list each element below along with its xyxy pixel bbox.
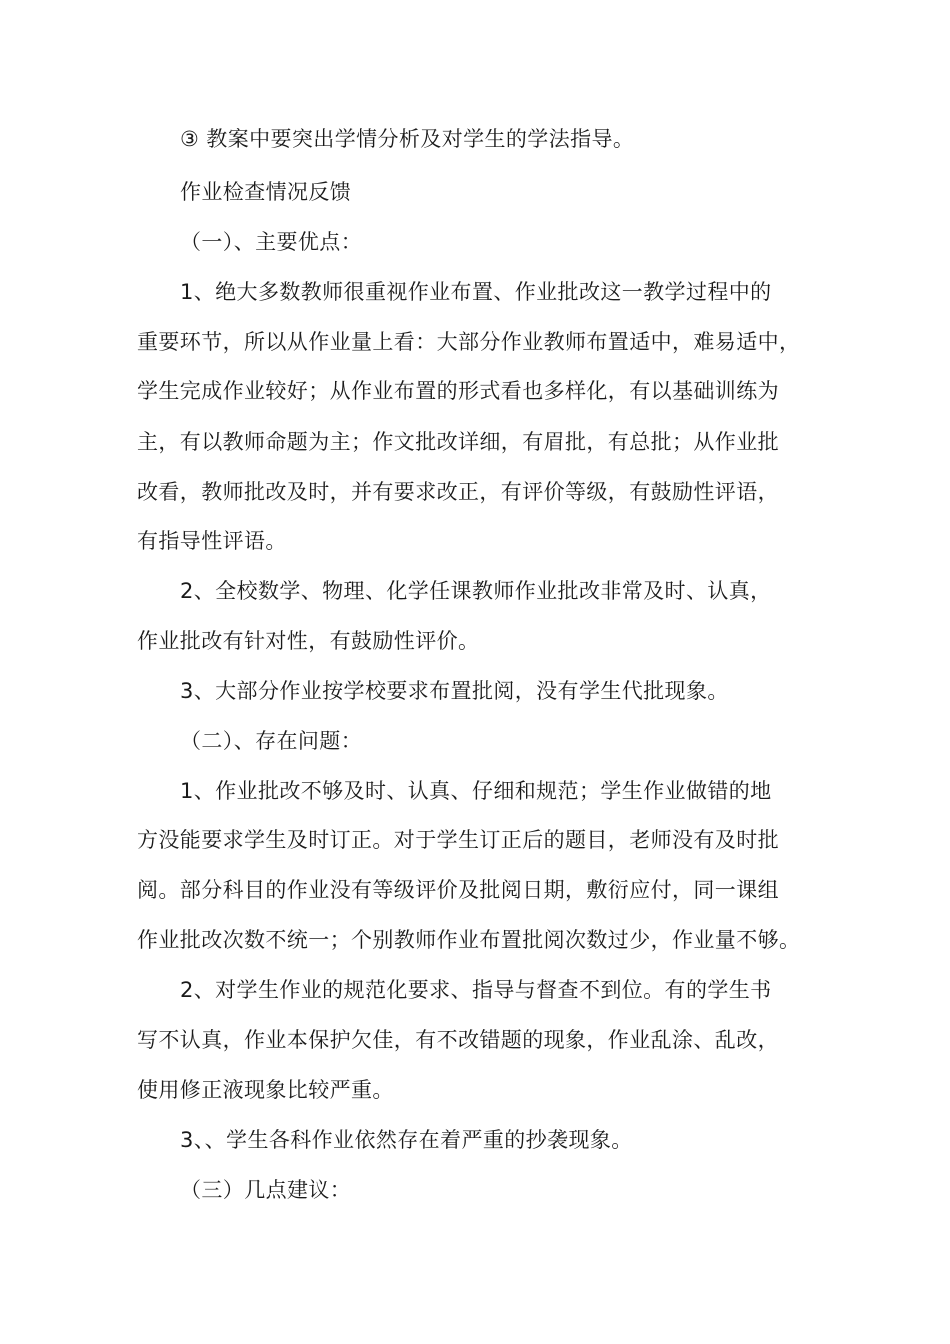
paragraph-5-line-2: 写不认真，作业本保护欠佳，有不改错题的现象，作业乱涂、乱改， — [137, 1028, 779, 1052]
paragraph-2-line-1: 2、全校数学、物理、化学任课教师作业批改非常及时、认真， — [180, 579, 772, 603]
paragraph-2-line-2: 作业批改有针对性，有鼓励性评价。 — [137, 629, 480, 653]
paragraph-5-line-1: 2、对学生作业的规范化要求、指导与督查不到位。有的学生书 — [180, 978, 772, 1002]
paragraph-1-line-3: 学生完成作业较好；从作业布置的形式看也多样化，有以基础训练为 — [137, 379, 779, 403]
paragraph-1-line-5: 改看，教师批改及时，并有要求改正，有评价等级，有鼓励性评语， — [137, 480, 779, 504]
paragraph-1-line-6: 有指导性评语。 — [137, 529, 287, 553]
paragraph-1-line-2: 重要环节，所以从作业量上看：大部分作业教师布置适中，难易适中， — [137, 330, 801, 354]
paragraph-3-line-1: 3、大部分作业按学校要求布置批阅，没有学生代批现象。 — [180, 679, 729, 703]
paragraph-4-line-4: 作业批改次数不统一；个别教师作业布置批阅次数过少，作业量不够。 — [137, 928, 801, 952]
paragraph-1-line-1: 1、绝大多数教师很重视作业布置、作业批改这一教学过程中的 — [180, 280, 772, 304]
paragraph-6-line-1: 3、、学生各科作业依然存在着严重的抄袭现象。 — [180, 1128, 633, 1152]
paragraph-4-line-1: 1、作业批改不够及时、认真、仔细和规范；学生作业做错的地 — [180, 779, 772, 803]
subheading-advantages: （一）、主要优点： — [180, 230, 363, 254]
text-line-1: ③ 教案中要突出学情分析及对学生的学法指导。 — [180, 127, 635, 151]
section-heading-homework-feedback: 作业检查情况反馈 — [180, 180, 352, 204]
subheading-problems: （二）、存在问题： — [180, 729, 363, 753]
paragraph-4-line-2: 方没能要求学生及时订正。对于学生订正后的题目，老师没有及时批 — [137, 828, 779, 852]
paragraph-5-line-3: 使用修正液现象比较严重。 — [137, 1078, 394, 1102]
subheading-suggestions: （三）几点建议： — [180, 1178, 352, 1202]
paragraph-4-line-3: 阅。部分科目的作业没有等级评价及批阅日期，敷衍应付，同一课组 — [137, 878, 779, 902]
paragraph-1-line-4: 主，有以教师命题为主；作文批改详细，有眉批，有总批；从作业批 — [137, 430, 779, 454]
